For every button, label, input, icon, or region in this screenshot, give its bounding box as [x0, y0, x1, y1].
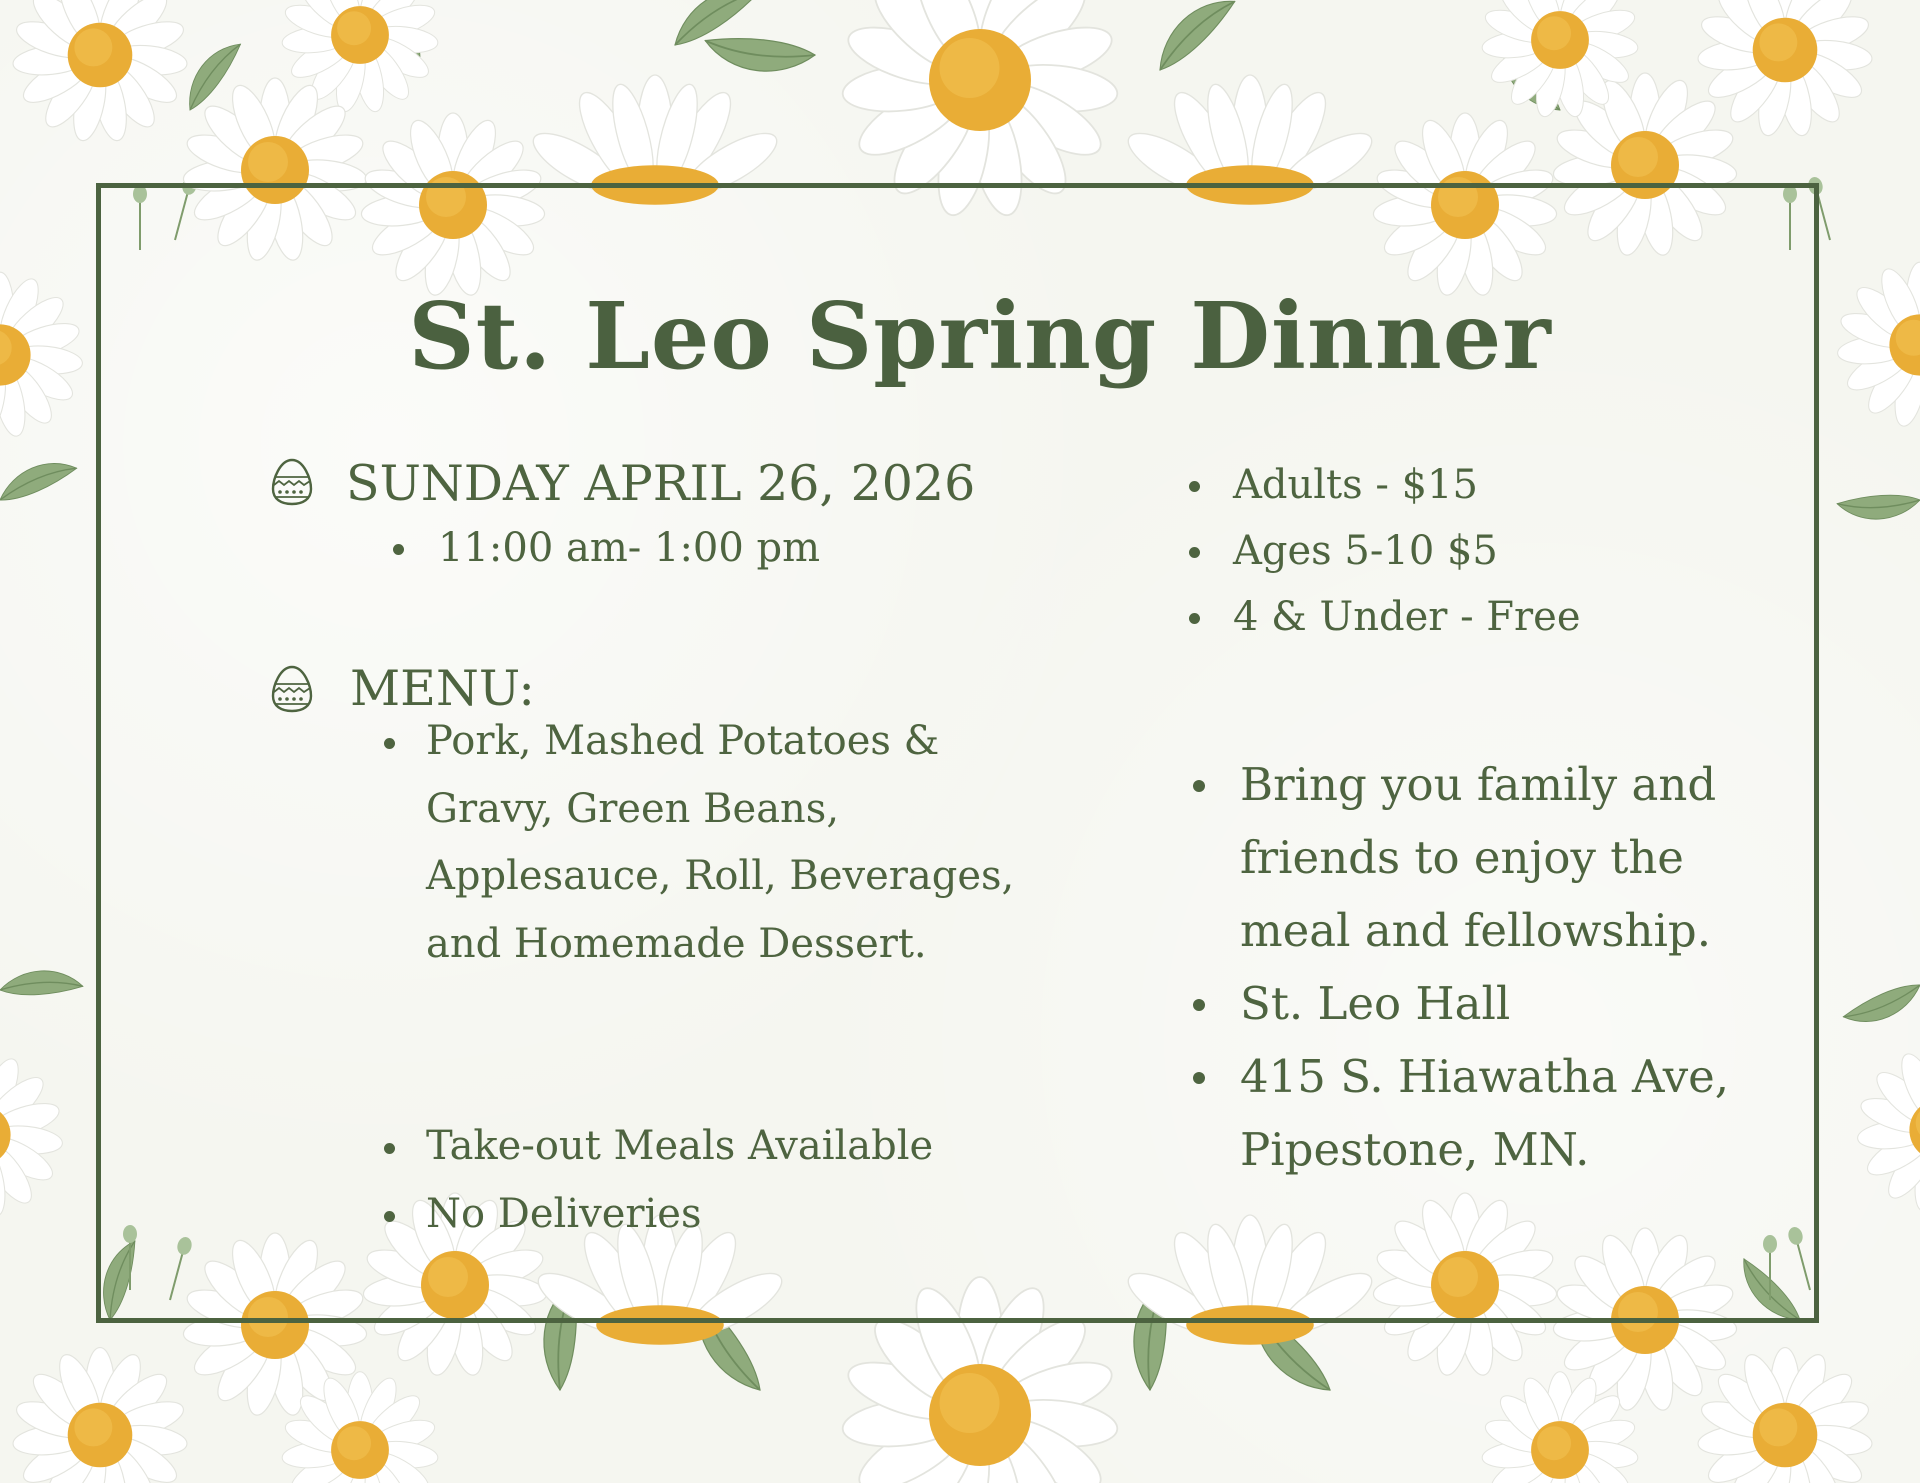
info-item-venue: St. Leo Hall	[1193, 967, 1760, 1040]
easter-egg-icon	[270, 664, 314, 714]
price-item-under-four: 4 & Under - Free	[1189, 584, 1581, 650]
event-time-item: 11:00 am- 1:00 pm	[393, 514, 820, 582]
menu-item: Pork, Mashed Potatoes & Gravy, Green Beans, Applesauce, Roll, Beverages, and Homemade Dessert.	[384, 708, 1036, 978]
info-item-address: 415 S. Hiawatha Ave, Pipestone, MN.	[1193, 1040, 1760, 1186]
price-list	[1189, 452, 1581, 650]
flyer-title: St. Leo Spring Dinner	[408, 282, 1552, 390]
event-time-list	[393, 514, 820, 582]
price-item-adults: Adults - $15	[1189, 452, 1581, 518]
service-item-deliveries: No Deliveries	[384, 1181, 933, 1249]
event-date-heading: SUNDAY APRIL 26, 2026	[346, 455, 976, 512]
service-item-takeout: Take-out Meals Available	[384, 1113, 933, 1181]
menu-list	[384, 708, 1036, 978]
price-item-children: Ages 5-10 $5	[1189, 518, 1581, 584]
info-item-invitation: Bring you family and friends to enjoy the meal and fellowship.	[1193, 748, 1760, 967]
easter-egg-icon	[270, 457, 314, 507]
menu-heading: MENU:	[350, 660, 535, 717]
event-info-list	[1193, 748, 1760, 1186]
service-list	[384, 1113, 933, 1248]
